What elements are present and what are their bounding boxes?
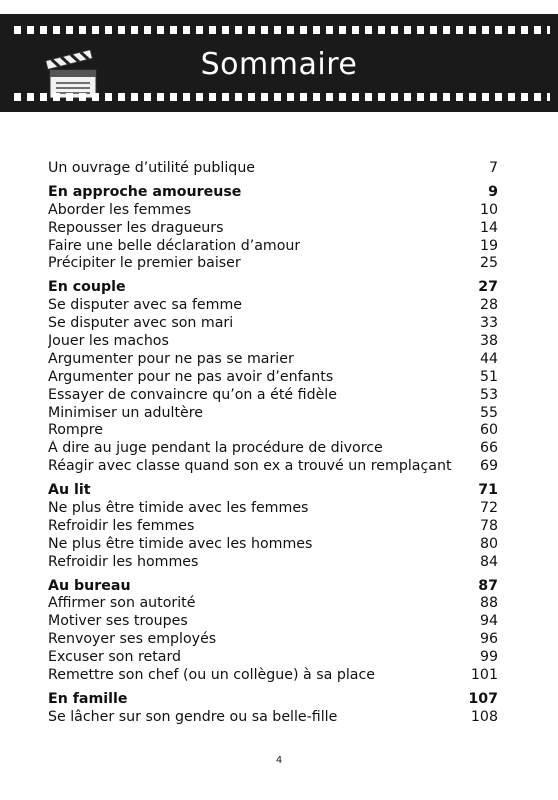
toc-entry [48, 333, 498, 351]
toc-entry [48, 631, 498, 649]
toc-label: Jouer les machos [48, 333, 169, 350]
toc-entry [48, 238, 498, 256]
toc-page-number: 28 [479, 297, 498, 314]
toc-entry [48, 422, 498, 440]
toc-page-number: 14 [479, 219, 498, 236]
toc-page-number: 44 [479, 350, 498, 367]
toc-label: Ne plus être timide avec les femmes [48, 500, 309, 517]
toc-label: En couple [48, 279, 126, 296]
toc-entry [48, 160, 498, 178]
page-number: 4 [275, 755, 283, 766]
toc-page-number: 9 [488, 183, 498, 200]
toc-page-number: 55 [479, 404, 498, 421]
toc-label: Faire une belle déclaration d’amour [48, 237, 301, 254]
toc-entry [48, 440, 498, 458]
toc-label: Se lâcher sur son gendre ou sa belle-fille [48, 708, 338, 725]
toc-entry [48, 202, 498, 220]
toc-label: Au lit [48, 482, 91, 499]
toc-page-number: 108 [470, 708, 498, 725]
toc-entry [48, 500, 498, 518]
toc-section-heading [48, 691, 498, 709]
toc-section-heading [48, 184, 498, 202]
toc-label: Repousser les dragueurs [48, 219, 224, 236]
toc-entry [48, 613, 498, 631]
toc-page-number: 107 [468, 690, 498, 707]
toc-entry [48, 458, 498, 476]
toc-page-number: 78 [479, 517, 498, 534]
toc-label: Affirmer son autorité [48, 595, 196, 612]
toc-entry [48, 369, 498, 387]
toc-page-number: 60 [479, 422, 498, 439]
toc-label: Au bureau [48, 577, 131, 594]
toc-label: Précipiter le premier baiser [48, 255, 241, 272]
table-of-contents [48, 160, 498, 727]
toc-label: Rompre [48, 422, 103, 439]
film-strip-banner [0, 14, 558, 112]
toc-entry [48, 649, 498, 667]
toc-section-heading [48, 482, 498, 500]
toc-entry [48, 315, 498, 333]
toc-entry [48, 351, 498, 369]
toc-page-number: 88 [479, 595, 498, 612]
toc-label: Ne plus être timide avec les hommes [48, 535, 313, 552]
toc-label: Refroidir les femmes [48, 517, 195, 534]
toc-label: Un ouvrage d’utilité publique [48, 160, 256, 176]
toc-page-number: 66 [479, 440, 498, 457]
page-title: Sommaire [200, 47, 358, 82]
toc-entry [48, 667, 498, 685]
toc-label: Remettre son chef (ou un collègue) à sa place [48, 667, 376, 684]
toc-section-heading [48, 578, 498, 596]
toc-label: Se disputer avec sa femme [48, 297, 243, 314]
toc-page-number: 19 [479, 237, 498, 254]
toc-page-number: 87 [478, 577, 498, 594]
toc-label: Minimiser un adultère [48, 404, 204, 421]
toc-page-number: 25 [479, 255, 498, 272]
toc-page-number: 7 [488, 160, 498, 176]
toc-label: Se disputer avec son mari [48, 315, 234, 332]
toc-page-number: 94 [479, 613, 498, 630]
toc-entry [48, 518, 498, 536]
toc-page-number: 101 [470, 667, 498, 684]
toc-entry [48, 709, 498, 727]
toc-page-number: 33 [479, 315, 498, 332]
toc-page-number: 71 [478, 482, 498, 499]
toc-page-number: 27 [478, 279, 498, 296]
film-perforations-bottom [14, 93, 550, 101]
toc-label: Motiver ses troupes [48, 613, 188, 630]
toc-page-number: 69 [479, 458, 498, 475]
toc-entry [48, 595, 498, 613]
toc-label: Refroidir les hommes [48, 553, 199, 570]
toc-label: Renvoyer ses employés [48, 631, 217, 648]
toc-page-number: 51 [479, 368, 498, 385]
toc-label: Essayer de convaincre qu’on a été fidèle [48, 386, 337, 403]
toc-entry [48, 297, 498, 315]
toc-page-number: 96 [479, 631, 498, 648]
toc-page-number: 53 [479, 386, 498, 403]
film-perforations-top [14, 26, 550, 34]
toc-entry [48, 405, 498, 423]
toc-section-heading [48, 279, 498, 297]
toc-label: Aborder les femmes [48, 201, 192, 218]
toc-entry [48, 220, 498, 238]
toc-page-number: 99 [479, 649, 498, 666]
toc-page-number: 72 [479, 500, 498, 517]
toc-page-number: 38 [479, 333, 498, 350]
toc-page-number: 10 [479, 201, 498, 218]
toc-entry [48, 255, 498, 273]
toc-label: Argumenter pour ne pas avoir d’enfants [48, 368, 334, 385]
toc-label: En famille [48, 690, 128, 707]
toc-label: Réagir avec classe quand son ex a trouvé un remplaçant [48, 458, 452, 475]
toc-page-number: 80 [479, 535, 498, 552]
toc-label: Argumenter pour ne pas se marier [48, 350, 294, 367]
toc-entry [48, 387, 498, 405]
toc-entry [48, 536, 498, 554]
toc-page-number: 84 [479, 553, 498, 570]
toc-label: En approche amoureuse [48, 183, 242, 200]
toc-entry [48, 554, 498, 572]
toc-label: Excuser son retard [48, 649, 182, 666]
toc-label: À dire au juge pendant la procédure de divorce [48, 440, 383, 457]
